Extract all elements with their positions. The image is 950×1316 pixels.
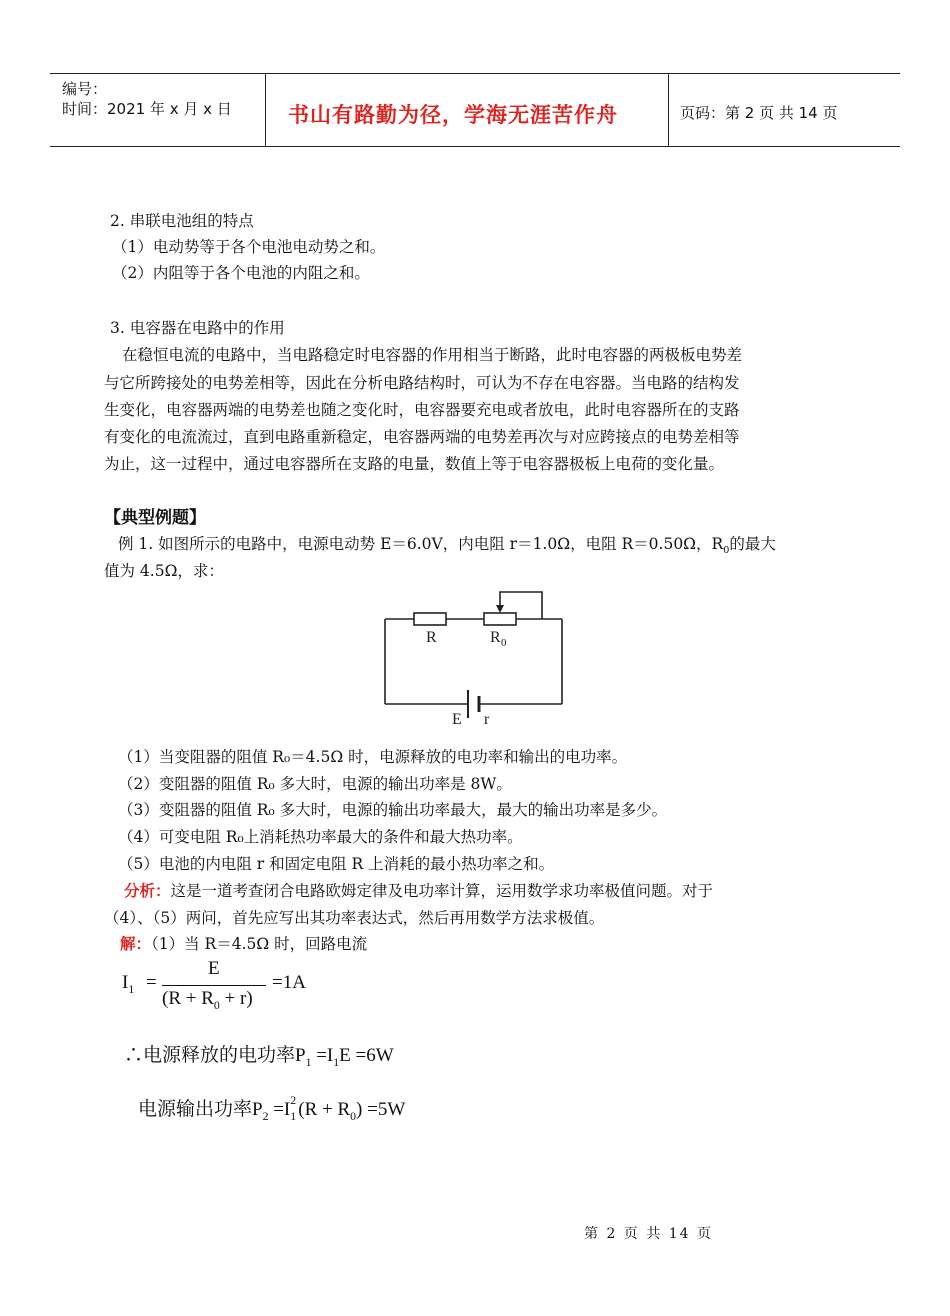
header-page-label: 页码：第 2 页 共 14 页 — [680, 104, 838, 122]
header-time-label: 时间：2021 年 x 月 x 日 — [62, 100, 232, 118]
formula-3-i-sub: 1 — [290, 1110, 297, 1123]
header-number-label: 编号： — [62, 80, 108, 98]
formula-1-den-sub: 0 — [213, 998, 220, 1012]
section2-item-1: （1）电动势等于各个电池电动势之和。 — [112, 238, 386, 256]
header-motto: 书山有路勤为径，学海无涯苦作舟 — [288, 103, 618, 127]
formula-1-numerator: E — [208, 958, 220, 979]
section2-item-2: （2）内阻等于各个电池的内阻之和。 — [112, 264, 370, 282]
header-divider-right — [668, 74, 669, 146]
example1-line-2: 值为 4.5Ω，求： — [104, 562, 224, 580]
section2-title: 2. 串联电池组的特点 — [110, 212, 254, 230]
formula-3-r-sub: 0 — [350, 1109, 357, 1123]
circuit-label-E: E — [452, 711, 462, 728]
formula-1-lhs-i: I — [122, 972, 129, 993]
section3-line-4: 有变化的电流流过，直到电路重新稳定，电容器两端的电势差再次与对应跨接点的电势差相等 — [104, 428, 740, 446]
section3-title: 3. 电容器在电路中的作用 — [110, 319, 285, 337]
formula-3-rhs-2: ) =5W — [356, 1099, 406, 1120]
formula-1-lhs-sub: 1 — [128, 982, 135, 996]
question-3: （3）变阻器的阻值 R₀ 多大时，电源的输出功率最大，最大的输出功率是多少。 — [118, 801, 668, 819]
analysis-label: 分析： — [124, 881, 171, 900]
formula-3-p-sub: 2 — [262, 1109, 269, 1123]
example1-line-1-sub: 0 — [723, 545, 730, 557]
formula-2-rhs: E =6W — [339, 1045, 394, 1066]
section3-line-2: 与它所跨接处的电势差相等，因此在分析电路结构时，可认为不存在电容器。当电路的结构发 — [104, 374, 740, 392]
circuit-label-R: R — [426, 629, 437, 646]
formula-2-prefix: ∴电源释放的电功率P — [124, 1045, 306, 1066]
analysis-text-1: 这是一道考查闭合电路欧姆定律及电功率计算，运用数学求功率极值问题。对于 — [170, 882, 714, 900]
formula-3-rhs-1: (R + R — [298, 1099, 351, 1120]
resistor-R0 — [484, 613, 516, 625]
page-footer: 第 2 页 共 14 页 — [584, 1226, 713, 1242]
question-5: （5）电池的内电阻 r 和固定电阻 R 上消耗的最小热功率之和。 — [118, 855, 555, 873]
formula-2-i-sub: 1 — [333, 1055, 340, 1069]
formula-3-script — [290, 1094, 298, 1123]
rheostat-slider-arrow — [496, 605, 504, 613]
formula-1-eq: = — [146, 972, 157, 993]
formula-1-den-a: (R + R — [162, 988, 214, 1009]
header-top-rule — [50, 73, 900, 74]
formula-3-prefix: 电源输出功率P — [138, 1099, 263, 1120]
examples-heading: 【典型例题】 — [104, 508, 206, 528]
resistor-R — [414, 613, 446, 625]
question-4: （4）可变电阻 R₀上消耗热功率最大的条件和最大热功率。 — [118, 828, 523, 846]
section3-line-5: 为止，这一过程中，通过电容器所在支路的电量，数值上等于电容器极板上电荷的变化量。 — [104, 455, 725, 473]
example1-line-1-end: 的最大 — [729, 535, 776, 553]
analysis-line-2: （4）、（5）两问，首先应写出其功率表达式，然后再用数学方法求极值。 — [104, 909, 605, 927]
circuit-label-R0-sub: 0 — [501, 637, 507, 649]
solution-label: 解： — [120, 934, 152, 953]
header-divider-left — [265, 74, 266, 146]
analysis-line-1 — [124, 878, 713, 904]
formula-1-denominator — [162, 988, 253, 1013]
formula-1 — [122, 958, 362, 1018]
formula-2-mid: =I — [311, 1045, 334, 1066]
formula-3 — [138, 1094, 405, 1124]
solution-text: （1）当 R＝4.5Ω 时，回路电流 — [151, 935, 368, 953]
formula-2 — [124, 1040, 394, 1070]
formula-3-mid: =I — [268, 1099, 291, 1120]
circuit-label-r: r — [484, 711, 490, 728]
formula-1-fraction-bar — [162, 985, 266, 986]
example1-line-1-text: 例 1. 如图所示的电路中，电源电动势 E＝6.0V，内电阻 r＝1.0Ω，电阻 R＝0.50Ω，R — [118, 535, 724, 553]
header-bottom-rule — [50, 146, 900, 147]
formula-1-rhs: =1A — [272, 972, 306, 993]
question-2: （2）变阻器的阻值 R₀ 多大时，电源的输出功率是 8W。 — [118, 775, 512, 793]
circuit-label-R0: R — [490, 629, 501, 646]
formula-2-p-sub: 1 — [305, 1055, 312, 1069]
solution-line — [120, 931, 367, 957]
formula-3-i-sup: 2 — [290, 1094, 297, 1107]
question-1: （1）当变阻器的阻值 R₀＝4.5Ω 时，电源释放的电功率和输出的电功率。 — [118, 748, 628, 766]
formula-1-lhs — [122, 972, 134, 997]
section3-line-3: 生变化，电容器两端的电势差也随之变化时，电容器要充电或者放电，此时电容器所在的支路 — [104, 401, 740, 419]
section3-line-1: 在稳恒电流的电路中，当电路稳定时电容器的作用相当于断路，此时电容器的两极板电势差 — [122, 346, 743, 364]
formula-1-den-b: + r) — [219, 988, 253, 1009]
circuit-diagram — [380, 588, 570, 730]
